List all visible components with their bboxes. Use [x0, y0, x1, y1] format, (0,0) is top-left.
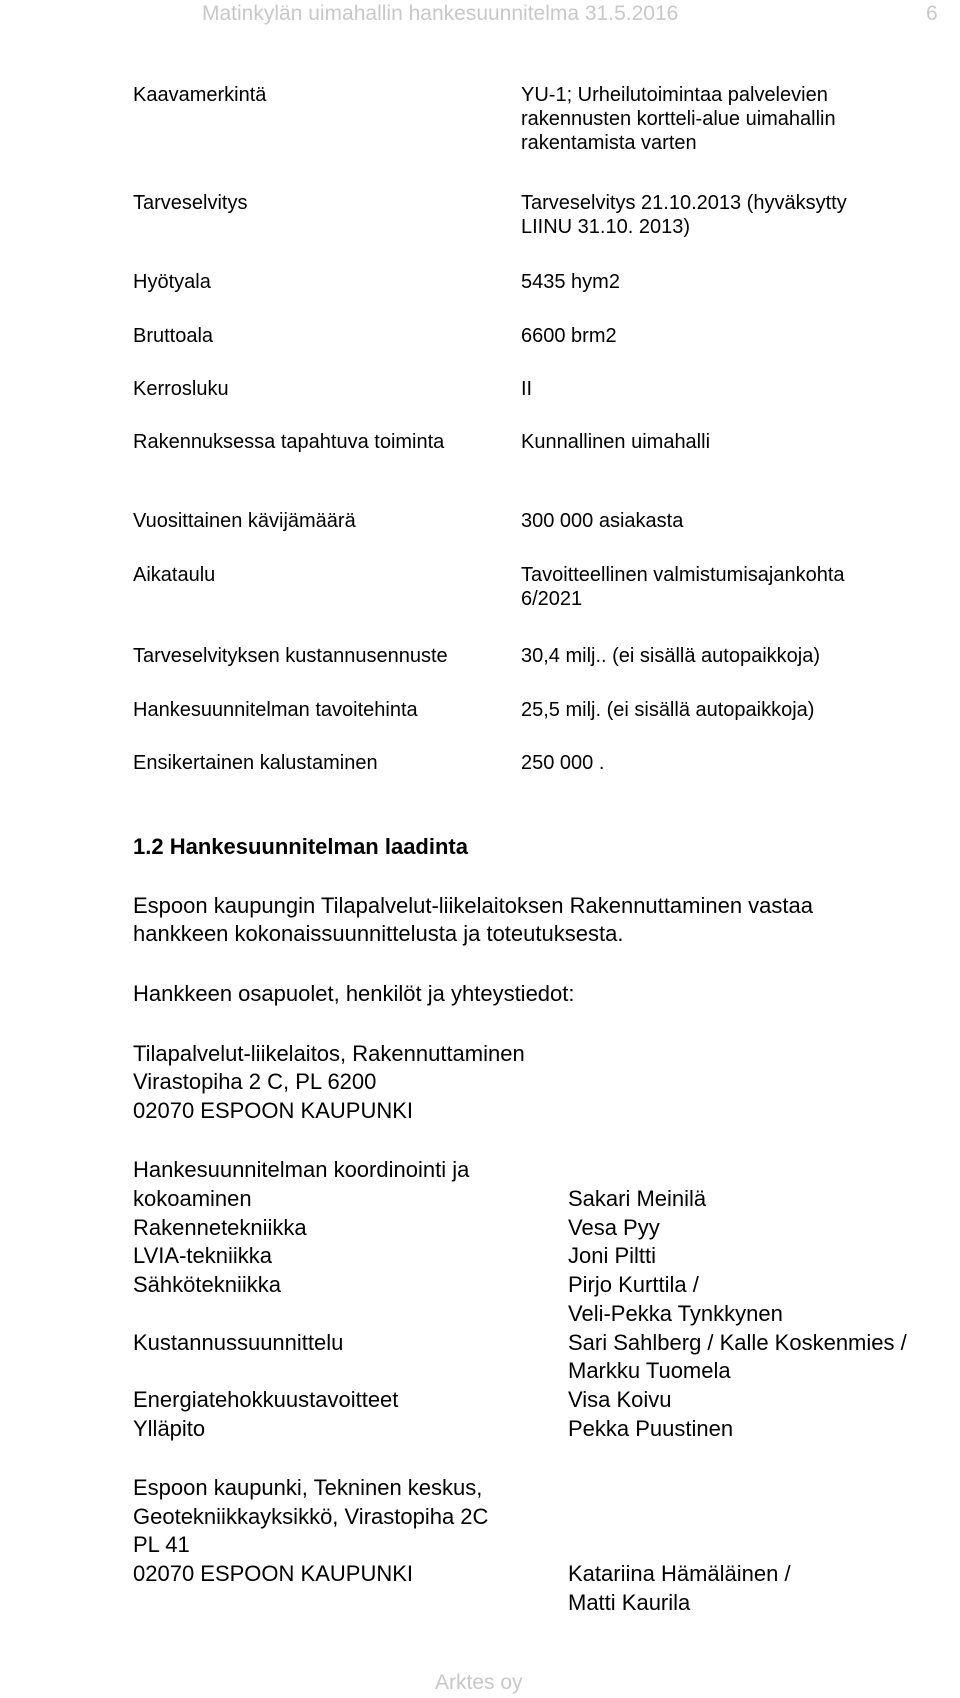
intro-line: Espoon kaupungin Tilapalvelut-liikelaitoksen Rakennuttaminen vastaa — [133, 893, 813, 918]
info-value-line: 6600 brm2 — [521, 325, 617, 347]
info-label: Hankesuunnitelman tavoitehinta — [133, 699, 418, 721]
info-label: Kerrosluku — [133, 378, 229, 400]
role-label: Sähkötekniikka — [133, 1272, 281, 1297]
info-value-line: 6/2021 — [521, 588, 583, 610]
info-label: Rakennuksessa tapahtuva toiminta — [133, 431, 445, 453]
org1-line: Virastopiha 2 C, PL 6200 — [133, 1069, 377, 1094]
person-name: Matti Kaurila — [568, 1590, 691, 1615]
info-label: Kaavamerkintä — [133, 84, 267, 106]
info-value-line: 30,4 milj.. (ei sisällä autopaikkoja) — [521, 645, 821, 667]
role-label: Kustannussuunnittelu — [133, 1330, 344, 1355]
parties-heading: Hankkeen osapuolet, henkilöt ja yhteystiedot: — [133, 981, 575, 1006]
role-label: LVIA-tekniikka — [133, 1243, 272, 1268]
person-name: Pekka Puustinen — [568, 1416, 734, 1441]
person-name: Markku Tuomela — [568, 1358, 731, 1383]
person-name: Sakari Meinilä — [568, 1186, 707, 1211]
org2-line: Espoon kaupunki, Tekninen keskus, — [133, 1475, 483, 1500]
info-value-line: 5435 hym2 — [521, 271, 620, 293]
person-name: Veli-Pekka Tynkkynen — [568, 1301, 783, 1326]
document-header-title: Matinkylän uimahallin hankesuunnitelma 31.5.2016 — [202, 2, 679, 25]
info-value-line: 250 000 . — [521, 752, 605, 774]
role-label: Rakennetekniikka — [133, 1215, 307, 1240]
info-label: Tarveselvitys — [133, 192, 248, 214]
org1-line: Tilapalvelut-liikelaitos, Rakennuttaminen — [133, 1041, 525, 1066]
info-value-line: 300 000 asiakasta — [521, 510, 684, 532]
role-label: kokoaminen — [133, 1186, 252, 1211]
person-name: Vesa Pyy — [568, 1215, 660, 1240]
person-name: Visa Koivu — [568, 1387, 672, 1412]
page-number: 6 — [926, 2, 938, 25]
person-name: Pirjo Kurttila / — [568, 1272, 699, 1297]
info-label: Vuosittainen kävijämäärä — [133, 510, 356, 532]
info-value-line: rakentamista varten — [521, 132, 697, 154]
info-value-line: Tavoitteellinen valmistumisajankohta — [521, 564, 845, 586]
footer-company: Arktes oy — [435, 1671, 523, 1694]
person-name: Katariina Hämäläinen / — [568, 1561, 791, 1586]
info-value-line: Tarveselvitys 21.10.2013 (hyväksytty — [521, 192, 847, 214]
role-label: Ylläpito — [133, 1416, 206, 1441]
info-label: Ensikertainen kalustaminen — [133, 752, 378, 774]
section-heading: 1.2 Hankesuunnitelman laadinta — [133, 834, 468, 859]
info-label: Aikataulu — [133, 564, 216, 586]
info-value-line: II — [521, 378, 533, 400]
info-value-line: 25,5 milj. (ei sisällä autopaikkoja) — [521, 699, 815, 721]
person-name: Joni Piltti — [568, 1243, 657, 1268]
org1-line: 02070 ESPOON KAUPUNKI — [133, 1098, 414, 1123]
org2-line: Geotekniikkayksikkö, Virastopiha 2C — [133, 1504, 489, 1529]
info-value-line: rakennusten kortteli-alue uimahallin — [521, 108, 836, 130]
org2-line: 02070 ESPOON KAUPUNKI — [133, 1561, 414, 1586]
info-value-line: Kunnallinen uimahalli — [521, 431, 711, 453]
info-label: Tarveselvityksen kustannusennuste — [133, 645, 448, 667]
intro-line: hankkeen kokonaissuunnittelusta ja toteutuksesta. — [133, 921, 624, 946]
role-label: Energiatehokkuustavoitteet — [133, 1387, 399, 1412]
person-name: Sari Sahlberg / Kalle Koskenmies / — [568, 1330, 907, 1355]
org2-line: PL 41 — [133, 1532, 190, 1557]
info-label: Hyötyala — [133, 271, 211, 293]
role-label: Hankesuunnitelman koordinointi ja — [133, 1157, 470, 1182]
info-value-line: LIINU 31.10. 2013) — [521, 216, 690, 238]
info-label: Bruttoala — [133, 325, 214, 347]
info-value-line: YU-1; Urheilutoimintaa palvelevien — [521, 84, 828, 106]
